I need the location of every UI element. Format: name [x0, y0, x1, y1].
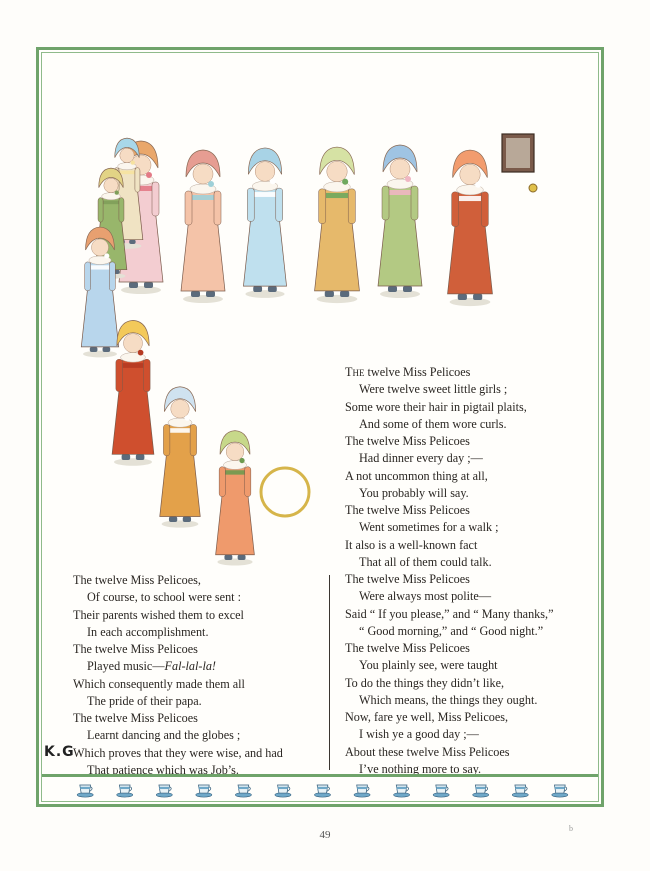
- poem-line: It also is a well-known fact: [345, 537, 478, 552]
- teacup-icon: [196, 785, 212, 797]
- poem-line: Some wore their hair in pigtail plaits,: [345, 399, 527, 414]
- teacup-icon: [235, 785, 251, 797]
- teacup-icon: [77, 785, 93, 797]
- teacup-border-row: [42, 774, 598, 802]
- poem-line: [73, 658, 245, 675]
- girl-figure: [378, 145, 422, 298]
- line-text: Played music—: [87, 659, 165, 674]
- poem-line: The twelve Miss Pelicoes: [345, 572, 470, 586]
- stanza: [345, 502, 498, 571]
- teacup-icon: [433, 785, 449, 797]
- twelve-girls-illustration: [55, 52, 600, 572]
- stanza: [345, 433, 488, 502]
- poem-line: To do the things they didn’t like,: [345, 675, 505, 690]
- poem-line: Which consequently made them all: [73, 676, 245, 691]
- poem-line: Learnt dancing and the globes ;: [87, 728, 241, 743]
- teacup-icon: [156, 785, 172, 797]
- poem-line: A not uncommon thing at all,: [345, 468, 488, 483]
- poem-line: The twelve Miss Pelicoes: [73, 711, 198, 725]
- girl-figure: [160, 387, 200, 528]
- poem-line: That patience which was Job’s.: [87, 762, 239, 777]
- poem-line: [345, 364, 527, 381]
- poem-line: You probably will say.: [359, 485, 469, 500]
- girl-figure: [81, 227, 118, 357]
- poem-line: About these twelve Miss Pelicoes: [345, 744, 510, 759]
- poem-line: The twelve Miss Pelicoes,: [73, 573, 201, 587]
- girl-figure: [315, 147, 360, 303]
- poem-line: You plainly see, were taught: [359, 658, 498, 673]
- teacup-icon: [394, 785, 410, 797]
- poem-line: Which proves that they were wise, and had: [73, 745, 283, 760]
- hoop-toy: [261, 468, 309, 516]
- poem-line: I wish ye a good day ;—: [359, 727, 479, 742]
- teacup-icon: [552, 785, 568, 797]
- stanza: [73, 641, 245, 710]
- teacup-icon: [512, 785, 528, 797]
- poem-line: Went sometimes for a walk ;: [359, 520, 499, 535]
- page-number: 49: [319, 829, 331, 841]
- girl-figure: [181, 150, 225, 303]
- stanza: [345, 640, 537, 709]
- girl-figure: [448, 150, 493, 306]
- drop-word: The: [345, 365, 365, 379]
- teacup-icon: [473, 785, 489, 797]
- tassel-ball: [529, 184, 537, 192]
- poem-line: The pride of their papa.: [87, 693, 202, 708]
- poem-line: The twelve Miss Pelicoes: [345, 503, 470, 517]
- line-text: twelve Miss Pelicoes: [364, 365, 471, 379]
- stanza: [345, 571, 553, 640]
- stanza: [73, 572, 244, 641]
- teacup-icon: [117, 785, 133, 797]
- stanza: [345, 364, 527, 433]
- poem-line: In each accomplishment.: [87, 624, 209, 639]
- poem-line: Which means, the things they ought.: [359, 692, 538, 707]
- stanza: [345, 709, 510, 778]
- column-divider: [329, 575, 330, 770]
- poem-line: The twelve Miss Pelicoes: [345, 434, 470, 448]
- corner-mark: b: [569, 824, 573, 833]
- poem-line: I’ve nothing more to say.: [359, 761, 482, 776]
- poem-line: The twelve Miss Pelicoes: [345, 641, 470, 655]
- poem-line: Were twelve sweet little girls ;: [359, 382, 508, 397]
- stanza: [73, 710, 283, 779]
- italic-text: Fal-lal-la!: [164, 659, 216, 674]
- poem-line: Had dinner every day ;—: [359, 451, 483, 466]
- poem-line: “ Good morning,” and “ Good night.”: [359, 623, 544, 638]
- poem-line: Were always most polite—: [359, 589, 492, 604]
- artist-signature: K.G: [44, 744, 75, 760]
- poem-line: That all of them could talk.: [359, 554, 492, 569]
- poem-line: And some of them wore curls.: [359, 416, 507, 431]
- teacup-icon: [314, 785, 330, 797]
- girl-figure: [243, 148, 286, 298]
- teacup-icon: [275, 785, 291, 797]
- girl-figure: [112, 320, 154, 465]
- poem-line: Said “ If you please,” and “ Many thanks,”: [345, 606, 554, 621]
- poem-line: Their parents wished them to excel: [73, 607, 244, 622]
- poem-line: Now, fare ye well, Miss Pelicoes,: [345, 710, 509, 724]
- teacup-icon: [354, 785, 370, 797]
- poem-line: Of course, to school were sent :: [87, 590, 241, 605]
- poem-line: The twelve Miss Pelicoes: [73, 642, 198, 656]
- girl-figure: [216, 431, 255, 566]
